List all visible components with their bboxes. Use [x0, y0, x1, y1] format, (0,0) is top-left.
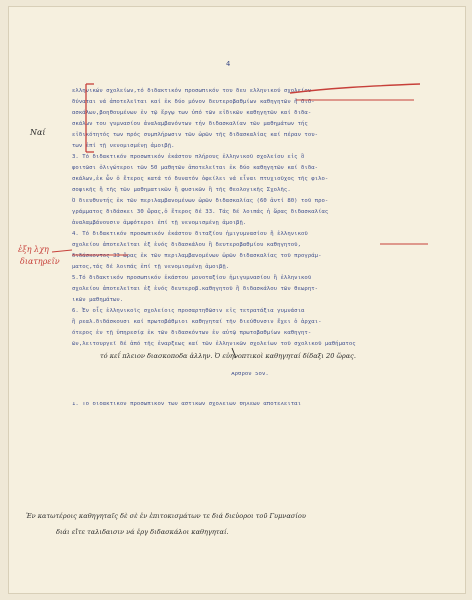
typed-line: δύναται νά ἀποτελεῖται καί ἐκ δύο μόνον δευτεροβαθμίων καθηγητῶν ἤ διδ- [72, 99, 315, 105]
typed-line: ικῶν μαθημάτων. [72, 297, 124, 303]
margin-note-nai: Ναί [30, 128, 46, 137]
typed-line: 4. Τό διδακτικόν προσωπικόν ἑκάστου διταξίου ἡμιγυμνασίου ἢ ἑλληνικοῦ [72, 231, 308, 237]
typed-line: ότερος ἐν τῇ ὑπηρεσίᾳ ἐκ τῶν διδασκόντων ἐν αὐτῷ πρωτοβαθμίων καθηγητ- [72, 330, 312, 336]
typed-line: 6. Ἐν οἷς ἑλληνικοῖς σχολείοις προσαρτηθῶσιν εἰς τετρατάξια γυμνάσια [72, 308, 305, 314]
typed-line: εἰδικότητός των πρός συμπλήρωσιν τῶν ὡρῶν τῆς διδασκαλίας καί πέραν του- [72, 132, 319, 138]
red-pointer-line [52, 250, 72, 252]
typed-line: σχολείου ἀποτελεῖται ἐξ ἑνός δευτεροβ.καθηγητοῦ ἢ διδασκάλου τῶν θεωρητ- [72, 286, 319, 292]
typed-line: ἢ ρεαλ.διδάσκουσι καί πρωτοβάθμιοι καθηγηταί τῆν διεύθυνσιν ἔχει ὁ ἀρχαι- [72, 319, 322, 325]
typed-line: σοφικῆς ἢ τῆς τῶν μαθηματικῶν ἢ φυσικῶν ἢ τῆς θεολογικῆς Σχολῆς. [72, 187, 291, 193]
typed-line: σχολείου ἀποτελεῖται ἐξ ἑνός διδασκάλου ἢ δευτεροβαθμίου καθηγητοῦ, [72, 242, 301, 248]
typed-line: σκάλων,ἐκ ὧν ὁ ἕτερος κατά τό δυνατόν ὀφείλει νά εἶναι πτυχιοῦχος τῆς φιλο- [72, 176, 329, 182]
typed-line: γράμματος διδάσκει 30 ὥρας,ὁ ἕτερος δέ 33. Τάς δέ λοιπάς ἡ ὥρας διδασκαλίας [72, 209, 329, 215]
typed-line: διδάσκοντος 33 ὥρας ἐκ τῶν περιλαμβανομένων ὡρῶν διδασκαλίας τοῦ προγράμ- [72, 253, 322, 259]
typed-line: 1. Τό διδακτικόν προσωπικόν τῶν ἀστικῶν σχολείων θηλέων ἀποτελεῖται [72, 402, 301, 407]
typed-line: 3. Τό διδακτικόν προσωπικόν ἑκάστου πλήρους ἑλληνικοῦ σχολείου εἰς ὃ [72, 154, 305, 160]
page-number: 4 [226, 60, 231, 68]
typed-line: ασκάλων,βοηθουμένων ἐν τῷ ἔργῳ των ὑπό τῶν εἰδικῶν καθηγητῶν καί διδα- [72, 110, 312, 116]
typed-line: ῶν,λειτουργεῖ δέ ἀπό τῆς ἐναρξεως καί τῶν ἐλληνικῶν σχολείων τοῦ σχολικοῦ μαθήματος [72, 341, 356, 347]
margin-note-red-2: διατηρεῖν [20, 257, 60, 266]
typed-line: Ὁ διευθυντής ἐκ τῶν περιλαμβανομένων ὡρῶν διδασκαλίας (60 ἀντί 80) τοῦ προ- [72, 198, 329, 204]
bottom-handwritten-note-2: διάι εἴτε ταλιδαισιν νά ἐργ διδασκάλοι καθηγηταί. [56, 528, 229, 536]
handwritten-insertion: τό κεΐ πλειον διασκοποδα ἀλλην. Ὁ εὐηνοπτικοὶ καθηγηταί δίδαξι 20 ὥρας. [100, 352, 356, 360]
typed-line: 5.Τό διδακτικόν προσωπικόν ἑκάστου μονοταξίου ἡμιγυμνασίου ἢ ἑλληνικοῦ [72, 275, 312, 281]
red-strikethrough [290, 84, 420, 93]
typed-line: ἀναλαμβάνουσιν ἀμφότεροι ἐπί τῇ νενομισμένῃ ἀμοιβῇ. [72, 220, 247, 226]
typed-line: των ἐπί τῇ νενομισμένῃ ἀμοιβῇ. [72, 143, 175, 149]
typed-line: σκάλων του γυμνασίου ἀναλαμβανόντων τήν διδασκαλίαν τῶν μαθημάτων τής [72, 121, 308, 127]
margin-note-red-1: ἐξη λχη [18, 245, 49, 254]
typed-line: ελληνικών σχολείων,τό διδακτικόν προσωπικόν του δευ ελληνικού σχολείου [72, 88, 312, 94]
typed-line: ματος,τάς δέ λοιπάς ἐπί τῇ νενομισμένῃ ἀμοιβῇ. [72, 264, 230, 270]
insertion-caret [232, 348, 236, 358]
typed-line: φοιτῶσι ὀλιγώτεροι τῶν 50 μαθητῶν ἀποτελεῖται ἐκ δύο καθηγητῶν καί διδα- [72, 165, 319, 171]
article-heading: Ἄρθρον 5ον. [231, 372, 269, 377]
bottom-handwritten-note-1: Ἐν κατωτέροις καθηγηταῖς δὲ σὲ ἐν ἐπιτοκισμάτων τε διά διεὐοροι τοῦ Γυμνασίου [26, 512, 306, 520]
